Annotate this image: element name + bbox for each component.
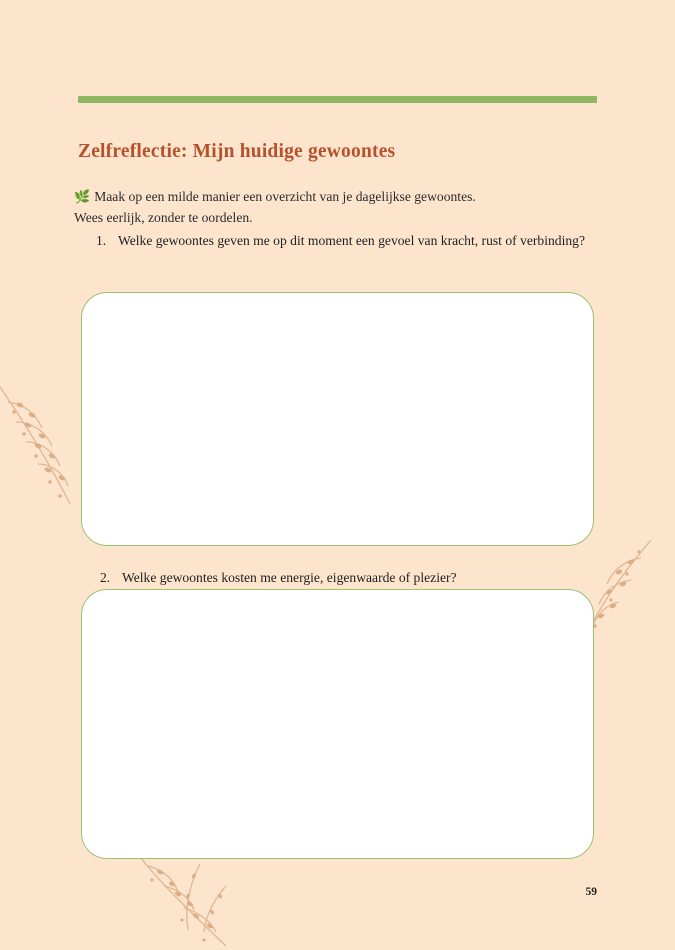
- answer-field-2[interactable]: [81, 589, 594, 859]
- section-divider-rule: [78, 96, 597, 103]
- page-number: 59: [585, 886, 597, 898]
- intro-line-1: Maak op een milde manier een overzicht van je dagelijkse gewoontes.: [94, 188, 476, 204]
- intro-paragraph: [74, 186, 594, 228]
- botanical-sprig-bottom-icon: [130, 850, 260, 950]
- answer-field-1[interactable]: [81, 292, 594, 546]
- question-text: Welke gewoontes geven me op dit moment een gevoel van kracht, rust of verbinding?: [118, 233, 585, 248]
- question-number: 2.: [100, 570, 111, 585]
- intro-line-2: Wees eerlijk, zonder te oordelen.: [74, 209, 253, 225]
- question-list: [96, 231, 606, 251]
- question-number: 1.: [96, 233, 107, 248]
- list-item: [96, 231, 606, 251]
- leaf-icon: 🌿: [74, 188, 91, 204]
- page-title: Zelfreflectie: Mijn huidige gewoontes: [78, 141, 396, 163]
- question-text: Welke gewoontes kosten me energie, eigenwaarde of plezier?: [122, 570, 457, 585]
- list-item: [100, 570, 600, 586]
